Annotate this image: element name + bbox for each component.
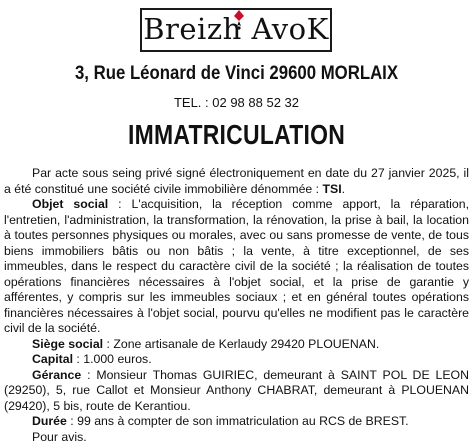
breizh-avok-logo [140, 8, 332, 52]
capital: Capital : 1.000 euros. [4, 352, 469, 368]
company-name: TSI [323, 182, 342, 196]
objet-social: Objet social : L'acquisition, la réception comme apport, la réparation, l'entretien, l'administration, la transformation, la rénovation, la prise à bail, la location à toutes personnes physiques ou morales, avec ou sans promesse de vente, de tous biens immobiliers bâtis ou non bâtis ; la vente, à titre exceptionnel, de ses immeubles, dans le respect du caractère civil de la société ; la réalisation de toutes opérations financières nécessaires à l'objet social, et la prise de garantie y afférentes, y compris sur les immeubles sociaux ; et en général toutes opérations financières nécessaires à l'objet social, pourvu qu'elles ne modifient pas le caractère civil de la société. [4, 197, 469, 337]
capital-label: Capital [32, 352, 73, 366]
notice-title: IMMATRICULATION [43, 119, 431, 151]
objet-label: Objet social [32, 197, 108, 211]
publisher-phone: TEL. : 02 98 88 52 32 [0, 95, 473, 110]
gerance: Gérance : Monsieur Thomas GUIRIEC, demeurant à SAINT POL DE LEON (29250), 5, rue Callot et Monsieur Anthony CHABRAT, demeurant à PLOUENAN (29420), 5 bis, route de Kerantiou. [4, 368, 469, 415]
notice-body [4, 166, 469, 445]
gerance-label: Gérance [32, 368, 81, 382]
siege-label: Siège social [32, 337, 103, 351]
duree: Durée : 99 ans à compter de son immatriculation au RCS de BREST. [4, 414, 469, 430]
siege-social: Siège social : Zone artisanale de Kerlaudy 29420 PLOUENAN. [4, 337, 469, 353]
publisher-address: 3, Rue Léonard de Vinci 29600 MORLAIX [33, 62, 440, 85]
notice-intro: Par acte sous seing privé signé électroniquement en date du 27 janvier 2025, il a été constitué une société civile immobilière dénommée : TSI. [4, 166, 469, 197]
duree-label: Durée [32, 414, 67, 428]
logo-brand-text: Breizh AvoK [142, 10, 330, 50]
pour-avis: Pour avis. [4, 430, 469, 445]
